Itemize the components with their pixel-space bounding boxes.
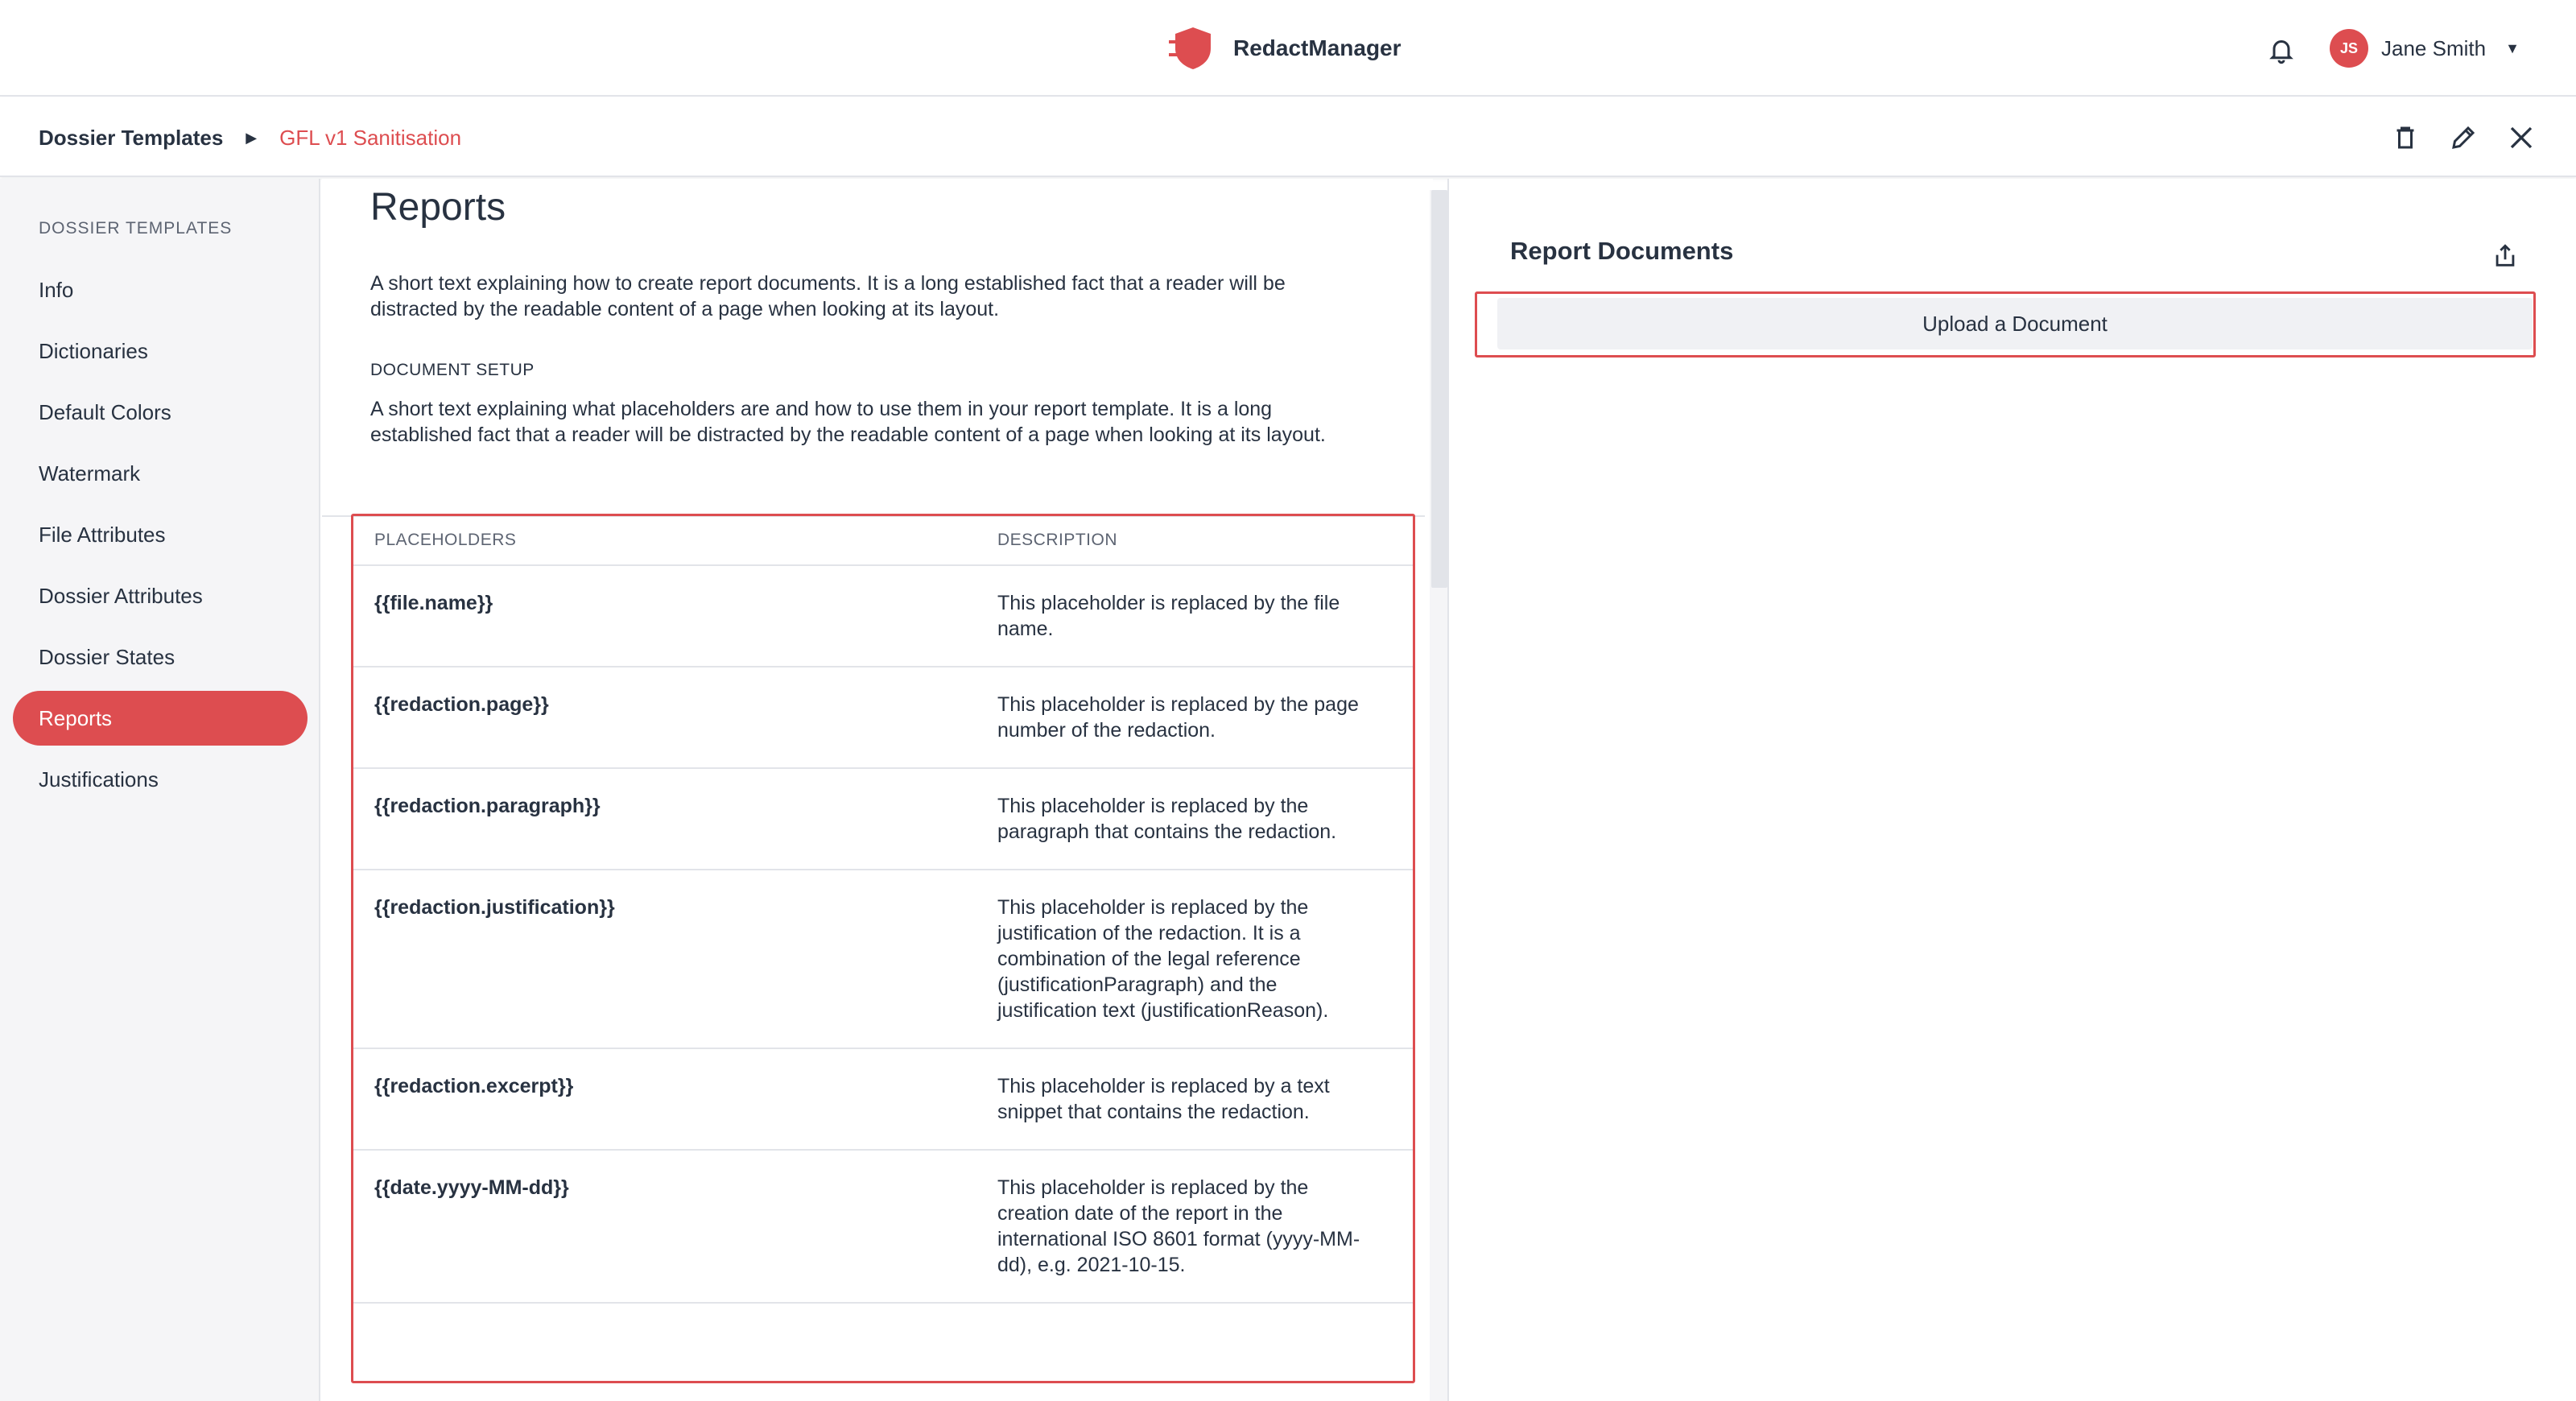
placeholder-cell: {{redaction.page}} [374,693,549,716]
export-icon [2491,242,2519,270]
sidebar [0,179,320,1401]
edit-button[interactable] [2447,119,2479,156]
page-title: Reports [370,186,506,229]
breadcrumb-root[interactable]: Dossier Templates [39,125,224,150]
brand[interactable] [1169,23,1402,74]
description-cell: This placeholder is replaced by the file name. [997,592,1340,640]
template-actions [2389,119,2537,156]
placeholders-table [351,514,1415,1383]
bell-icon[interactable] [2267,35,2296,64]
document-setup-label: DOCUMENT SETUP [370,361,535,379]
sidebar-item-file-attributes[interactable]: File Attributes [39,522,166,547]
sidebar-item-dossier-states[interactable]: Dossier States [39,644,175,669]
sidebar-nav [13,262,308,813]
user-name: Jane Smith [2381,35,2487,60]
description-cell: This placeholder is replaced by the page number of the redaction. [997,693,1359,742]
table-row [353,1049,1413,1151]
table-row [353,667,1413,769]
table-row [353,769,1413,870]
intro-text: A short text explaining how to create report documents. It is a long established fact that a reader will be distracted by the readable content of a page when looking at its layout. [370,272,1286,320]
close-button[interactable] [2505,119,2537,156]
top-header [0,0,2576,97]
caret-right-icon: ▶ [246,129,258,146]
scrollbar-thumb[interactable] [1431,190,1447,588]
sidebar-heading: DOSSIER TEMPLATES [39,219,233,238]
close-icon [2507,123,2536,152]
caret-down-icon: ▼ [2505,39,2520,56]
table-header [353,516,1413,566]
description-cell: This placeholder is replaced by the creation date of the report in the international ISO 8601 format (yyyy-MM-dd), e.g. 2021-10-15. [997,1176,1360,1276]
breadcrumb-bar [0,98,2576,177]
sidebar-item-justifications[interactable]: Justifications [39,767,159,791]
breadcrumb-current[interactable]: GFL v1 Sanitisation [279,125,462,150]
upload-document-button[interactable]: Upload a Document [1497,298,2533,349]
column-header-description: DESCRIPTION [997,531,1118,549]
pencil-icon [2449,123,2478,152]
sidebar-item-info[interactable]: Info [39,277,74,302]
sidebar-item-default-colors[interactable]: Default Colors [39,399,171,424]
trash-icon [2391,123,2420,152]
avatar: JS [2330,29,2368,68]
table-row [353,870,1413,1049]
description-cell: This placeholder is replaced by the justification of the redaction. It is a combination of the legal reference (justificationParagraph) and the justification text (justificationReason). [997,896,1329,1022]
user-menu[interactable] [2330,29,2520,68]
panel-title: Report Documents [1510,237,1734,265]
placeholder-cell: {{redaction.justification}} [374,896,615,919]
sidebar-item-dossier-attributes[interactable]: Dossier Attributes [39,583,203,608]
column-header-placeholders: PLACEHOLDERS [374,531,517,549]
document-setup-text: A short text explaining what placeholders are and how to use them in your report template. It is a long established fact that a reader will be distracted by the readable content of a page when looking at its layout. [370,398,1326,446]
placeholder-cell: {{redaction.paragraph}} [374,795,601,817]
sidebar-item-watermark[interactable]: Watermark [39,461,141,486]
placeholder-cell: {{file.name}} [374,592,493,614]
delete-button[interactable] [2389,119,2421,156]
redact-manager-logo-icon [1169,24,1217,72]
sidebar-item-reports[interactable]: Reports [13,691,308,746]
table-row [353,1151,1413,1304]
export-button[interactable] [2486,237,2524,275]
main-content [322,179,1433,1401]
placeholder-cell: {{date.yyyy-MM-dd}} [374,1176,569,1199]
description-cell: This placeholder is replaced by the paragraph that contains the redaction. [997,795,1337,843]
sidebar-item-dictionaries[interactable]: Dictionaries [39,338,148,363]
description-cell: This placeholder is replaced by a text snippet that contains the redaction. [997,1075,1330,1123]
placeholder-cell: {{redaction.excerpt}} [374,1075,574,1097]
app-name: RedactManager [1233,35,1402,60]
table-row [353,566,1413,667]
report-documents-panel [1449,179,2576,1401]
breadcrumb [39,121,461,155]
